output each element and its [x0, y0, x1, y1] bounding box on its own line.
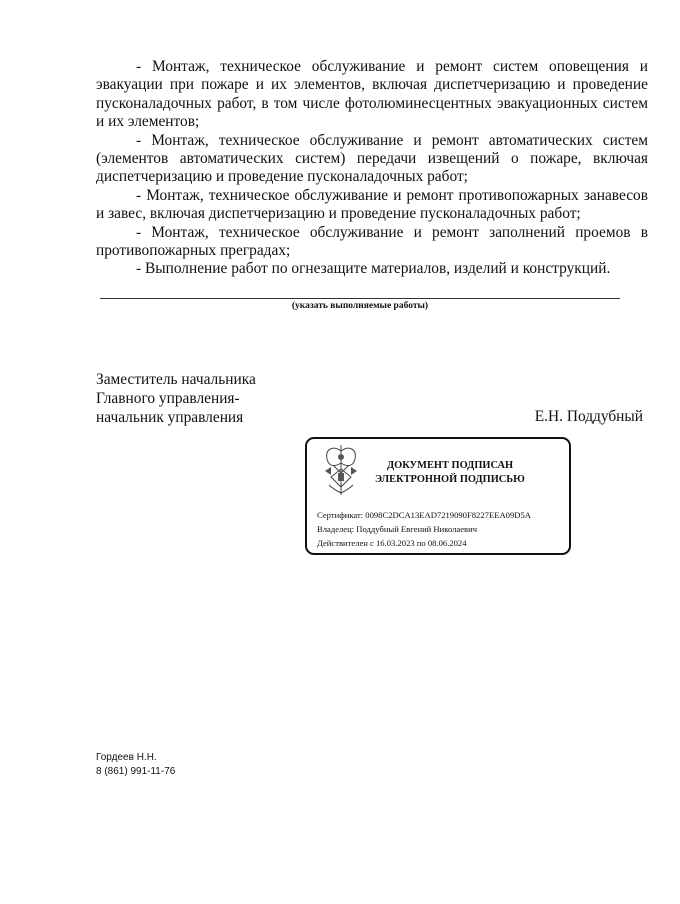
fill-in-hint: (указать выполняемые работы): [291, 301, 429, 311]
executor-phone: 8 (861) 991-11-76: [96, 766, 176, 777]
signer-name: Е.Н. Поддубный: [534, 408, 643, 425]
work-item: - Монтаж, техническое обслуживание и ремонт противопожарных занавесов и завес, включая диспетчеризацию и проведение пусконаладочных работ;: [96, 186, 648, 223]
position-line: начальник управления: [96, 409, 244, 426]
emblem-icon: [321, 443, 361, 497]
certificate-number: Сертификат: 0098C2DCA13EAD7219090F8227EEA09D5A: [317, 510, 531, 520]
certificate-validity: Действителен с 16.03.2023 по 08.06.2024: [317, 538, 467, 548]
executor-contact: [96, 751, 175, 779]
stamp-details: [317, 508, 531, 550]
stamp-title: [375, 459, 525, 487]
work-item: - Монтаж, техническое обслуживание и ремонт автоматических систем (элементов автоматических систем) передачи извещений о пожаре, включая диспетчеризацию и проведение пусконаладочных работ;: [96, 131, 648, 186]
certificate-owner: Владелец: Поддубный Евгений Николаевич: [317, 524, 478, 534]
position-line: Главного управления-: [96, 390, 240, 407]
stamp-title-line: ДОКУМЕНТ ПОДПИСАН: [387, 460, 514, 471]
work-item: - Монтаж, техническое обслуживание и ремонт заполнений проемов в противопожарных преградах;: [96, 223, 648, 260]
position-line: Заместитель начальника: [96, 371, 256, 388]
signer-position: [96, 370, 256, 427]
stamp-title-line: ЭЛЕКТРОННОЙ ПОДПИСЬЮ: [375, 474, 525, 485]
work-item: - Выполнение работ по огнезащите материалов, изделий и конструкций.: [136, 260, 611, 278]
work-item: - Монтаж, техническое обслуживание и ремонт систем оповещения и эвакуации при пожаре и их элементов, включая диспетчеризацию и проведение пусконаладочных работ, в том числе фотолюминесцентных эвакуационных систем и их элементов;: [96, 58, 648, 131]
electronic-signature-stamp: [305, 437, 571, 555]
executor-name: Гордеев Н.Н.: [96, 752, 157, 763]
work-list: [96, 58, 648, 279]
fill-in-line: [100, 298, 620, 299]
